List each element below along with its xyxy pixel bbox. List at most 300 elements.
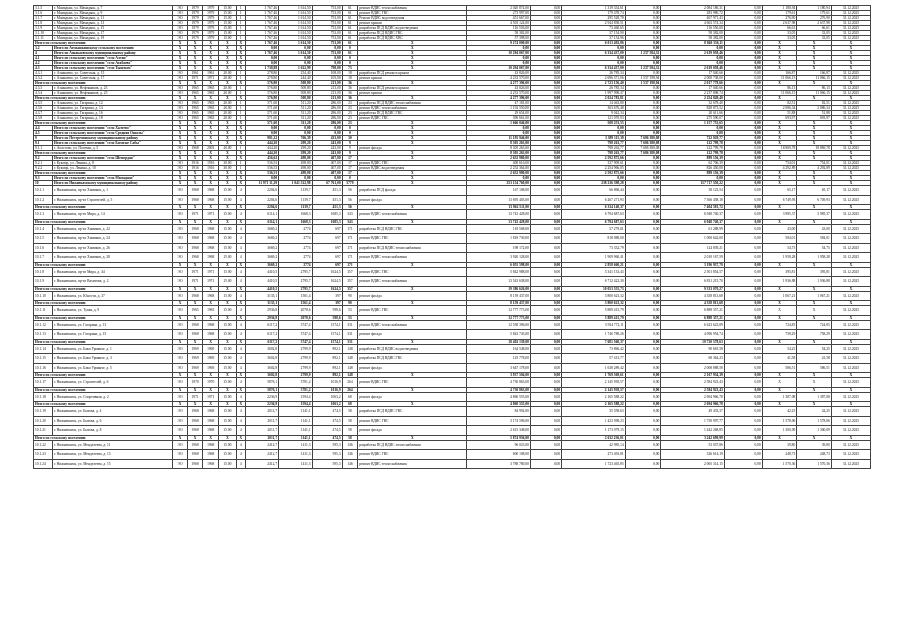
table-cell: 0,00 bbox=[562, 131, 626, 136]
table-cell: 753,00 bbox=[312, 11, 342, 16]
table-cell: 3.1.8 bbox=[34, 21, 53, 26]
table-cell: 0,00 bbox=[724, 11, 762, 16]
table-cell: 0,00 bbox=[625, 243, 661, 253]
table-cell: 90 bbox=[342, 301, 358, 306]
table-cell: 0,00 bbox=[625, 101, 661, 106]
table-cell: 396 661,00 bbox=[467, 116, 531, 121]
table-cell: 286,00 bbox=[312, 121, 342, 126]
table-cell: 31.12.2025 bbox=[831, 378, 870, 388]
table-cell: 3 985,37 bbox=[762, 210, 797, 220]
table-cell: X bbox=[358, 141, 467, 146]
table-cell: 0,00 bbox=[530, 6, 561, 11]
table-cell: 10 720 578,63 bbox=[661, 339, 725, 344]
table-cell: 892,1 bbox=[312, 344, 342, 354]
table-cell: 6 749,93 bbox=[762, 195, 797, 205]
table-cell: 1 578,06 bbox=[797, 416, 832, 426]
table-cell: 0,00 bbox=[625, 373, 661, 378]
table-cell: 4410,5 bbox=[245, 267, 278, 277]
table-cell: 9 bbox=[342, 141, 358, 146]
table-cell: г. Нижнекамск, ул. Строителей, д. 6 bbox=[52, 378, 172, 388]
table-cell: 598,6 bbox=[312, 315, 342, 320]
table-cell: 2774 bbox=[279, 253, 312, 263]
table-cell: 0,00 bbox=[530, 363, 561, 373]
table-cell: 0,00 bbox=[530, 243, 561, 253]
table-cell: 10.1.16 bbox=[34, 363, 53, 373]
table-cell: 576,80 bbox=[245, 81, 278, 86]
table-cell: г. Мамадыш, ул. Мамадыш, д. 9 bbox=[52, 11, 172, 16]
table-cell: 0,00 bbox=[625, 6, 661, 11]
table-cell: ЭО bbox=[173, 11, 187, 16]
table-cell: 0,00 bbox=[625, 354, 661, 364]
table-cell: X bbox=[173, 219, 187, 224]
table-cell: Итого по сельскому поселению bbox=[34, 286, 173, 291]
table-cell: X bbox=[797, 181, 832, 186]
table-cell: 467 971,43 bbox=[661, 16, 725, 21]
table-cell: ЭО bbox=[173, 378, 187, 388]
table-cell: 1 909 960,41 bbox=[562, 253, 626, 263]
table-cell: X bbox=[203, 219, 219, 224]
table-cell: 276,90 bbox=[762, 16, 797, 21]
table-cell: X bbox=[173, 66, 187, 71]
table-cell: 5 889 415,79 bbox=[562, 306, 626, 316]
table-cell: 49 433,37 bbox=[661, 407, 725, 417]
table-cell: 5876,1 bbox=[245, 387, 278, 392]
table-cell: 3.1.10 bbox=[34, 31, 53, 36]
table-cell: 4410,5 bbox=[245, 277, 278, 287]
table-cell: 1 614,50 bbox=[279, 36, 312, 41]
table-cell: X bbox=[173, 171, 187, 176]
table-cell: X bbox=[203, 286, 219, 291]
table-cell: разработка ПСД ВДИС ГВС bbox=[358, 111, 467, 116]
table-cell: 1668,3 bbox=[279, 219, 312, 224]
table-cell: 8 305 263,00 bbox=[467, 146, 531, 151]
table-cell: 198 172,00 bbox=[467, 243, 531, 253]
table-cell: 26 785,34 bbox=[562, 86, 626, 91]
table-cell: 3669,2 bbox=[245, 253, 278, 263]
table-cell: 4 bbox=[236, 440, 245, 450]
table-cell: 6 013 492,86 bbox=[562, 41, 626, 46]
table-cell: 397 bbox=[312, 301, 342, 306]
table-cell: 56 bbox=[342, 195, 358, 205]
table-cell: 1965 bbox=[203, 306, 219, 316]
table-cell: 31.12.2025 bbox=[831, 392, 870, 402]
table-cell: 148 bbox=[342, 354, 358, 364]
table-cell: X bbox=[187, 219, 203, 224]
table-cell: 9.3 bbox=[34, 176, 53, 181]
table-cell: X bbox=[187, 136, 203, 141]
table-cell: X bbox=[831, 46, 870, 51]
table-cell: 31.12.2025 bbox=[831, 11, 870, 16]
table-cell: г. Мамадыш, ул. Мамадыш, д. 19 bbox=[52, 36, 172, 41]
table-cell: X bbox=[173, 156, 187, 161]
table-cell: 9.2.2 bbox=[34, 166, 53, 171]
table-cell: 2011,7 bbox=[245, 416, 278, 426]
table-cell: 10.1.21 bbox=[34, 426, 53, 436]
table-cell: 1 387,08 bbox=[762, 392, 797, 402]
table-cell: разработка ПСД ВДИС ГВС bbox=[358, 407, 467, 417]
table-cell: 1 bbox=[236, 36, 245, 41]
table-cell: 243,00 bbox=[312, 151, 342, 156]
table-cell: 54,25 bbox=[762, 344, 797, 354]
table-cell: 1 067,21 bbox=[797, 291, 832, 301]
table-cell: 1916 bbox=[203, 166, 219, 171]
table-cell: 0,00 bbox=[530, 151, 561, 156]
table-cell: 0,00 bbox=[625, 166, 661, 171]
table-cell: 3 800 623,32 bbox=[562, 301, 626, 306]
table-cell: 6 794 687,63 bbox=[562, 210, 626, 220]
table-cell: 0,00 bbox=[245, 56, 278, 61]
table-cell: 31.12.2025 bbox=[831, 407, 870, 417]
table-cell: г. Мамадыш, ул. Мамадыш, д. 13 bbox=[52, 21, 172, 26]
table-cell: X bbox=[797, 339, 832, 344]
table-cell: 20.00 bbox=[218, 71, 236, 76]
table-cell: 511,20 bbox=[279, 101, 312, 106]
table-cell: X bbox=[173, 131, 187, 136]
table-cell: 0,00 bbox=[625, 181, 661, 186]
table-cell: X bbox=[358, 435, 467, 440]
table-cell: 0,00 bbox=[724, 151, 762, 156]
table-cell: ЭО bbox=[173, 116, 187, 121]
table-cell: 10.1.6 bbox=[34, 243, 53, 253]
table-cell: 407,00 bbox=[312, 156, 342, 161]
table-cell: 3602,8 bbox=[245, 373, 278, 378]
table-cell: 397 bbox=[312, 291, 342, 301]
table-cell: 0,00 bbox=[724, 106, 762, 111]
table-cell: 0,00 bbox=[467, 176, 531, 181]
table-cell: 53 037,86 bbox=[661, 440, 725, 450]
table-cell: X bbox=[218, 339, 236, 344]
table-cell: X bbox=[187, 301, 203, 306]
table-cell: 1 767,46 bbox=[245, 41, 278, 46]
table-cell: 1965 bbox=[187, 306, 203, 316]
table-cell: 2 501 854,57 bbox=[661, 267, 725, 277]
table-cell: 33,05 bbox=[797, 31, 832, 36]
table-cell: 0,00 bbox=[724, 402, 762, 407]
table-cell: 31.12.2025 bbox=[831, 86, 870, 91]
table-cell: 0,00 bbox=[724, 195, 762, 205]
table-cell: X bbox=[218, 136, 236, 141]
table-cell: 511,20 bbox=[279, 111, 312, 116]
table-cell: 15.00 bbox=[218, 354, 236, 364]
table-cell: 753,00 bbox=[312, 16, 342, 21]
table-cell: Итого по сельскому поселению "село Тыштым" bbox=[52, 66, 172, 71]
table-cell: 1 723 465,85 bbox=[562, 459, 626, 469]
table-cell: 1 767,46 bbox=[245, 36, 278, 41]
table-cell: 244,40 bbox=[279, 76, 312, 81]
table-cell: 61 bbox=[342, 6, 358, 11]
table-cell: 1970 bbox=[187, 378, 203, 388]
table-cell: 0,00 bbox=[625, 291, 661, 301]
table-cell: 0,00 bbox=[724, 156, 762, 161]
table-cell: ЭО bbox=[173, 450, 187, 460]
table-cell: 31.12.2025 bbox=[831, 210, 870, 220]
table-cell: 18 402 139,00 bbox=[467, 339, 531, 344]
table-cell: г. Нижнекамск, пр-кт Химиков, д. 1 bbox=[52, 186, 172, 196]
table-cell: ремонт ВДИС теплоснабжения bbox=[358, 320, 467, 330]
table-cell: 2 584 923,43 bbox=[661, 387, 725, 392]
table-cell: 19 386 626,00 bbox=[467, 286, 531, 291]
table-row bbox=[34, 344, 871, 354]
table-cell: Итого по сельскому поселению "село Шемордан" bbox=[52, 156, 172, 161]
table-cell: 9.1 bbox=[34, 141, 53, 146]
table-cell: 451 667,00 bbox=[467, 16, 531, 21]
table-cell: 0,00 bbox=[530, 106, 561, 111]
table-cell: 498,00 bbox=[279, 166, 312, 171]
table-cell: 1971 bbox=[187, 392, 203, 402]
table-cell: 43,00 bbox=[762, 224, 797, 234]
table-cell: 10.1.12 bbox=[34, 320, 53, 330]
table-row bbox=[34, 224, 871, 234]
table-cell: 20.00 bbox=[218, 91, 236, 96]
table-cell: 395,81 bbox=[797, 267, 832, 277]
table-cell: 0,00 bbox=[279, 131, 312, 136]
table-cell: 17 bbox=[342, 166, 358, 171]
table-cell: X bbox=[831, 151, 870, 156]
table-cell: 3 788 780,00 bbox=[467, 459, 531, 469]
table-cell: 1139,7 bbox=[279, 186, 312, 196]
table-cell: 295 528,78 bbox=[562, 16, 626, 21]
table-cell: 6117,2 bbox=[245, 330, 278, 340]
table-cell: 0,00 bbox=[724, 61, 762, 66]
table-cell: X bbox=[187, 181, 203, 186]
table-cell: X bbox=[797, 46, 832, 51]
table-cell: 1968 bbox=[187, 459, 203, 469]
table-cell: 0,00 bbox=[724, 291, 762, 301]
table-cell: 4.3.5 bbox=[34, 101, 53, 106]
table-cell: 4 096 954,74 bbox=[661, 330, 725, 340]
table-cell: 4 277 396,00 bbox=[467, 96, 531, 101]
table-cell: 326 614,19 bbox=[661, 450, 725, 460]
table-cell: 0,00 bbox=[530, 26, 561, 31]
table-cell: 3602,8 bbox=[245, 363, 278, 373]
table-cell: X bbox=[218, 81, 236, 86]
table-cell: 10.1.7 bbox=[34, 253, 53, 263]
table-cell: 1968 bbox=[203, 407, 219, 417]
table-cell: 4 bbox=[236, 277, 245, 287]
table-cell: 1 750 997,77 bbox=[661, 416, 725, 426]
table-cell: X bbox=[358, 315, 467, 320]
table-cell: г. Нижнекамск, ул. Юности, д. 37 bbox=[52, 291, 172, 301]
table-cell: 15.00 bbox=[218, 195, 236, 205]
table-cell: 10.1.4 bbox=[34, 224, 53, 234]
table-cell: 17 040,66 bbox=[661, 71, 725, 76]
table-cell: X bbox=[203, 81, 219, 86]
table-cell: X bbox=[203, 315, 219, 320]
table-cell: 331 bbox=[342, 320, 358, 330]
table-cell: X bbox=[797, 402, 832, 407]
table-cell: X bbox=[358, 181, 467, 186]
table-cell: X bbox=[358, 286, 467, 291]
table-cell: X bbox=[831, 126, 870, 131]
table-cell: 357 bbox=[342, 286, 358, 291]
table-cell: Итого по сельскому поселению bbox=[34, 262, 173, 267]
table-cell: 4.3.3 bbox=[34, 86, 53, 91]
table-cell: 0,00 bbox=[530, 354, 561, 364]
table-cell: 0,00 bbox=[724, 66, 762, 71]
table-cell: 0,00 bbox=[530, 126, 561, 131]
table-cell: 1979 bbox=[187, 6, 203, 11]
table-cell: 15.00 bbox=[218, 21, 236, 26]
table-cell: 15.00 bbox=[218, 224, 236, 234]
table-cell: 1965 bbox=[187, 111, 203, 116]
table-cell: 498,00 bbox=[279, 171, 312, 176]
table-cell: 0,00 bbox=[625, 61, 661, 66]
table-cell: 66,61 bbox=[762, 26, 797, 31]
table-cell: 3 800 623,32 bbox=[562, 291, 626, 301]
table-cell: 0,00 bbox=[530, 176, 561, 181]
table-cell: X bbox=[358, 176, 467, 181]
table-cell: 0,00 bbox=[625, 262, 661, 267]
table-cell: 4 bbox=[236, 354, 245, 364]
table-cell: Итого по сельскому поселению bbox=[34, 121, 173, 126]
table-cell: 61 bbox=[342, 41, 358, 46]
table-cell: X bbox=[762, 156, 797, 161]
table-cell: 0,00 bbox=[530, 21, 561, 26]
table-cell: X bbox=[203, 66, 219, 71]
table-cell: 1968 bbox=[203, 234, 219, 244]
table-cell: 0,00 bbox=[625, 426, 661, 436]
table-cell: ЭО bbox=[173, 320, 187, 330]
table-cell: X bbox=[236, 339, 245, 344]
table-cell: 33,05 bbox=[762, 36, 797, 41]
table-row bbox=[34, 440, 871, 450]
table-cell: 1971 bbox=[203, 267, 219, 277]
table-cell: 3 242 699,99 bbox=[661, 435, 725, 440]
table-cell: 1411,3 bbox=[279, 450, 312, 460]
table-cell: 1141,1 bbox=[279, 407, 312, 417]
table-cell: 724,85 bbox=[762, 320, 797, 330]
table-cell: 697 bbox=[312, 262, 342, 267]
table-cell: Итого по Нижнекамскому муниципальному району bbox=[52, 181, 172, 186]
table-cell: 10.1.24 bbox=[34, 459, 53, 469]
table-cell: 4 bbox=[236, 320, 245, 330]
table-cell: г. Азнакаево, ул. Нефтяников, д. 25 bbox=[52, 91, 172, 96]
table-cell: 2 619 058,46 bbox=[661, 66, 725, 71]
table-cell: 1 936,88 bbox=[762, 277, 797, 287]
table-cell: X bbox=[187, 286, 203, 291]
table-cell: 0,00 bbox=[724, 450, 762, 460]
table-cell: 32 678,40 bbox=[661, 101, 725, 106]
table-cell: 2 252 364,00 bbox=[467, 166, 531, 171]
table-cell: 4.1 bbox=[34, 56, 53, 61]
table-cell: 0,00 bbox=[625, 186, 661, 196]
table-cell: 6114,1 bbox=[245, 219, 278, 224]
table-cell: Итого по Азнакаевскому муниципальному району bbox=[52, 51, 172, 56]
table-cell: 0,00 bbox=[625, 106, 661, 111]
table-cell: 20.00 bbox=[218, 76, 236, 81]
table-cell: 2 637,98 bbox=[797, 21, 832, 26]
table-cell: 0,00 bbox=[724, 306, 762, 316]
table-cell: 1 767,46 bbox=[245, 51, 278, 56]
table-cell: 146 bbox=[342, 440, 358, 450]
table-cell: ЭО bbox=[173, 195, 187, 205]
table-cell: 0,00 bbox=[625, 41, 661, 46]
table-cell: 0,00 bbox=[625, 36, 661, 41]
table-cell: 1 614,50 bbox=[279, 11, 312, 16]
table-cell: 753,00 bbox=[312, 6, 342, 11]
table-cell: Итого по сельскому поселению bbox=[34, 41, 173, 46]
table-cell: Итого по сельскому поселению bbox=[34, 315, 173, 320]
table-cell: 3.1.6 bbox=[34, 11, 53, 16]
table-cell: 6 794 687,63 bbox=[562, 219, 626, 224]
table-cell: 2 858 660,21 bbox=[562, 262, 626, 267]
table-cell: 0,00 bbox=[530, 440, 561, 450]
table-cell: 2 084 186,31 bbox=[661, 6, 725, 11]
table-cell: 31.12.2025 bbox=[831, 450, 870, 460]
table-cell: ЭО bbox=[173, 26, 187, 31]
table-cell: 2 008 888,58 bbox=[661, 363, 725, 373]
table-cell: 0 bbox=[342, 126, 358, 131]
table-cell: X bbox=[187, 205, 203, 210]
table-cell: 758,29 bbox=[762, 330, 797, 340]
table-cell: 0,00 bbox=[625, 46, 661, 51]
table-cell: 0,00 bbox=[530, 435, 561, 440]
table-cell: 58 bbox=[342, 407, 358, 417]
table-cell: 0,00 bbox=[625, 387, 661, 392]
table-cell: 4 503 124,00 bbox=[467, 21, 531, 26]
table-cell: X bbox=[218, 66, 236, 71]
table-cell: 31.12.2025 bbox=[831, 224, 870, 234]
table-cell: 511,20 bbox=[279, 106, 312, 111]
table-cell: 73 332,79 bbox=[562, 243, 626, 253]
table-cell: 1969 bbox=[187, 354, 203, 364]
table-cell: г. Нижнекамск, ул. Менделеева, д. 13 bbox=[52, 450, 172, 460]
table-cell: 4 358 813,68 bbox=[661, 301, 725, 306]
table-cell: 3.1.9 bbox=[34, 26, 53, 31]
table-cell: 61 bbox=[342, 21, 358, 26]
table-cell: 253 154 760,00 bbox=[467, 181, 531, 186]
table-cell: 213,00 bbox=[312, 81, 342, 86]
table-cell: 0,00 bbox=[530, 136, 561, 141]
table-cell: X bbox=[831, 61, 870, 66]
table-cell: 331 bbox=[342, 339, 358, 344]
table-cell: 576,80 bbox=[245, 91, 278, 96]
table-cell: 0,00 bbox=[724, 131, 762, 136]
table-cell: ЭО bbox=[173, 253, 187, 263]
table-row bbox=[34, 210, 871, 220]
table-cell: 0,00 bbox=[530, 205, 561, 210]
table-cell: 2 086,34 bbox=[797, 106, 832, 111]
table-cell: ЭО bbox=[173, 31, 187, 36]
table-cell: ЭО bbox=[173, 36, 187, 41]
table-cell: 697 bbox=[312, 234, 342, 244]
table-cell: 2 165 588,22 bbox=[562, 402, 626, 407]
table-cell: 10.1.3 bbox=[34, 210, 53, 220]
table-cell: 0,00 bbox=[530, 131, 561, 136]
table-cell: 58 bbox=[342, 416, 358, 426]
table-cell: 1 bbox=[236, 26, 245, 31]
table-cell: 754,01 bbox=[797, 161, 832, 166]
table-cell: 1968 bbox=[187, 195, 203, 205]
table-cell: 343 bbox=[342, 219, 358, 224]
table-cell: 15.00 bbox=[218, 426, 236, 436]
table-cell: 118 568,00 bbox=[467, 224, 531, 234]
table-cell: 0,00 bbox=[625, 306, 661, 316]
table-cell: X bbox=[831, 121, 870, 126]
table-cell: 0,00 bbox=[562, 56, 626, 61]
table-cell: 0,00 bbox=[530, 76, 561, 81]
table-cell: 7 366 458,18 bbox=[661, 195, 725, 205]
table-cell: ЭО bbox=[173, 6, 187, 11]
table-cell: 31.12.2025 bbox=[831, 31, 870, 36]
table-cell: Ремонт ВДИС водоотведения bbox=[358, 16, 467, 21]
table-cell: 3 985,37 bbox=[797, 210, 832, 220]
table-cell: X bbox=[236, 176, 245, 181]
table-cell: Итого по Пестречинскому муниципальному району bbox=[52, 136, 172, 141]
table-cell: X bbox=[831, 171, 870, 176]
table-cell: 171 bbox=[342, 253, 358, 263]
table-cell: 395,81 bbox=[762, 267, 797, 277]
